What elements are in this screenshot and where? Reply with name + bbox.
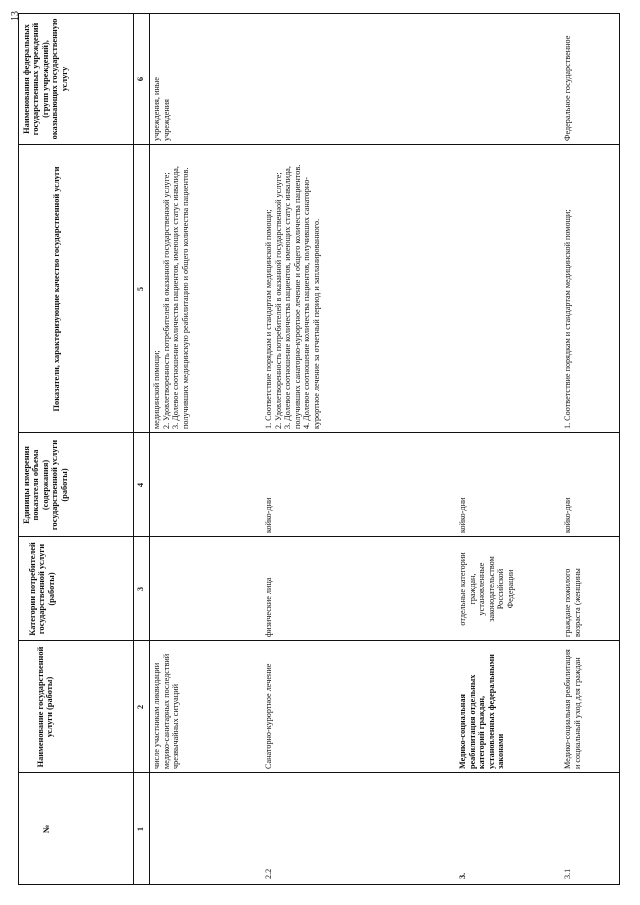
row-3-1-quality: 1. Соответствие порядкам и стандартам медицинской помощи; <box>563 209 572 429</box>
column-number: 6 <box>136 76 145 82</box>
table-border-bottom <box>619 13 620 885</box>
row-2-2-unit: койко-дни <box>264 497 273 533</box>
row-3-consumers: отдельные категории граждан, установленные законодательством Российской Федерации <box>458 552 515 626</box>
row-2-2-consumers: физические лица <box>264 577 273 637</box>
header-col-service-name: Наименование государственной услуги (работы) <box>36 646 55 768</box>
table-border-right <box>18 13 620 14</box>
column-number: 2 <box>136 704 145 710</box>
header-col-units: Единицы измерения показателя объема (содержания) государственной услуги (работы) <box>22 439 69 531</box>
row-3-1-consumers: граждане пожилого возраста (женщины <box>563 568 582 637</box>
header-col-consumers: Категории потребителей государственной услуги (работы) <box>28 542 56 636</box>
column-divider <box>18 772 620 773</box>
column-divider <box>18 144 620 145</box>
row-3-1-name: Медико-социальная реабилитация и социальный уход для граждан <box>563 649 582 769</box>
row-continuation-institutions: учреждения, иные учреждения <box>152 77 171 141</box>
column-divider <box>18 432 620 433</box>
table-border-top <box>18 13 19 885</box>
column-number: 5 <box>136 286 145 292</box>
row-3-1-unit: койко-дни <box>563 497 572 533</box>
row-2-2-quality: 1. Соответствие порядкам и стандартам медицинской помощи; 2. Удовлетворенность потребителей в оказанной государственной услуге; 3. Долевое соотношение количества пациентов, имеющих статус инвалида, получивших санаторно-курортное лечение и общего количества пациентов. 4. Долевое соотношение количества пациентов, получивших санаторно-курортное лечение за отчетный период и запланированного. <box>264 164 321 429</box>
column-number: 3 <box>136 586 145 592</box>
header-divider <box>133 13 134 885</box>
row-continuation-name: числе участникам ликвидации медико-санитарных последствий чрезвычайных ситуаций <box>152 653 181 769</box>
row-3-1-number: 3.1 <box>563 868 572 879</box>
column-number: 4 <box>136 482 145 488</box>
row-3-name: Медико-социальная реабилитация отдельных категорий граждан, установленных федеральными законами <box>458 654 506 769</box>
column-number: 1 <box>136 826 145 832</box>
column-numbers-divider <box>149 13 150 885</box>
header-col-quality: Показатели, характеризующие качество государственной услуги <box>52 166 61 412</box>
column-divider <box>18 640 620 641</box>
table-border-left <box>18 884 620 885</box>
services-table <box>18 13 620 885</box>
row-continuation-quality: медицинской помощи; 2. Удовлетворенность потребителей в оказанной государственной услуге; 3. Долевое соотношение количества пациентов, имеющих статус инвалида, получивших медицинскую реабилитацию и общего количества пациентов. <box>152 166 190 429</box>
row-2-2-name: Санаторно-курортное лечение <box>264 663 273 769</box>
page-number: 13 <box>10 11 21 21</box>
row-3-1-institutions: Федеральное государственное <box>563 35 572 141</box>
header-col-institutions: Наименования федеральных государственных учреждений (групп учреждений), оказывающих государственную услугу <box>22 18 69 140</box>
row-2-2-number: 2.2 <box>264 868 273 879</box>
row-3-number: 3. <box>458 872 467 879</box>
column-divider <box>18 536 620 537</box>
row-3-unit: койко-дни <box>458 497 467 533</box>
header-col-number: № <box>42 824 51 834</box>
